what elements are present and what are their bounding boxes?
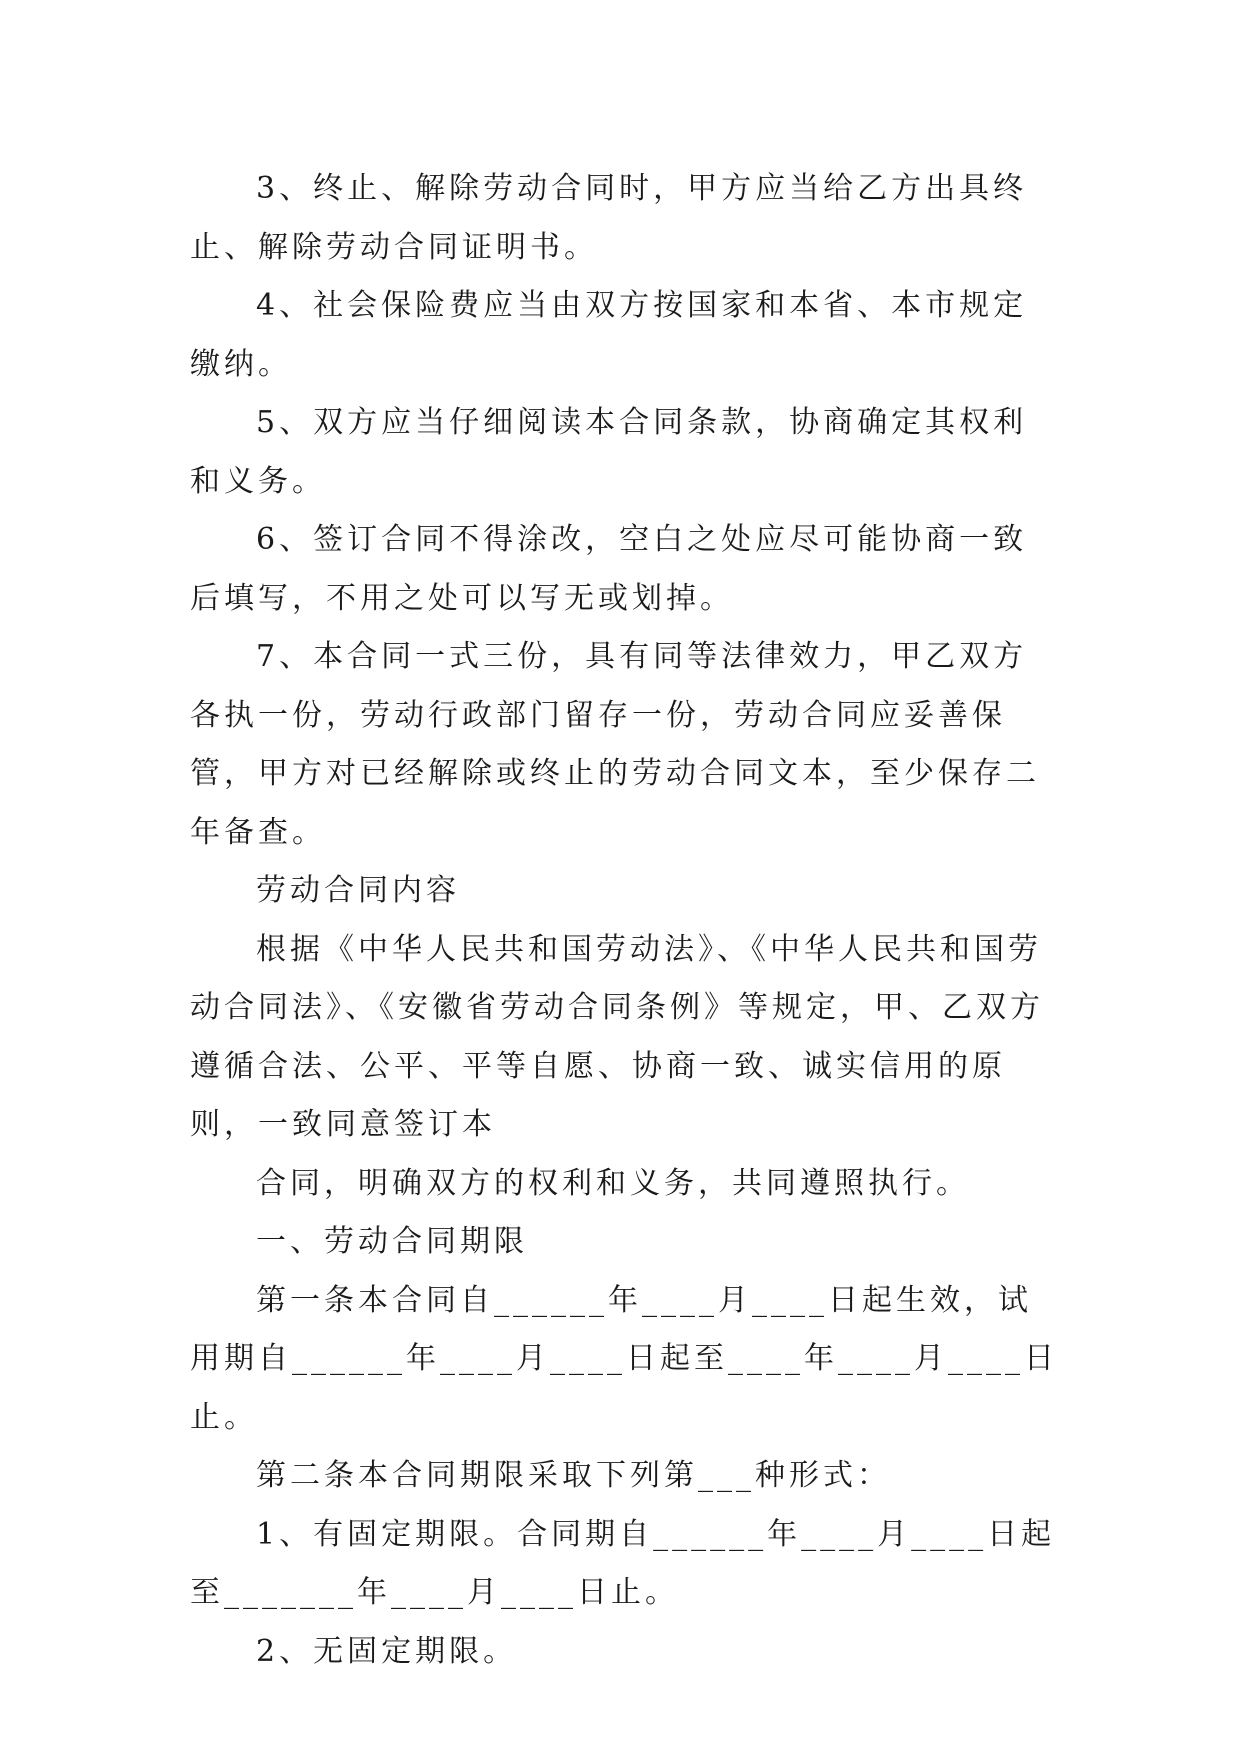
clause-4-social-insurance: 4、社会保险费应当由双方按国家和本省、本市规定缴纳。 (190, 288, 1028, 382)
term-option-open-ended: 2、无固定期限。 (256, 1633, 518, 1669)
article-2-term-form: 第二条本合同期限采取下列第___种形式： (256, 1458, 891, 1493)
document-body (190, 160, 1060, 1681)
clause-3-certificate: 3、终止、解除劳动合同时，甲方应当给乙方出具终止、解除劳动合同证明书。 (190, 171, 1028, 265)
clause-7-copies: 7、本合同一式三份，具有同等法律效力，甲乙双方各执一份，劳动行政部门留存一份，劳动合同应妥善保管，甲方对已经解除或终止的劳动合同文本，至少保存二年备查。 (190, 639, 1040, 850)
preamble-continuation: 合同，明确双方的权利和义务，共同遵照执行。 (256, 1165, 970, 1201)
article-1-effective-date: 第一条本合同自______年____月____日起生效，试用期自______年____月____日起至____年____月____日止。 (190, 1282, 1058, 1435)
term-option-fixed: 1、有固定期限。合同期自______年____月____日起至_______年____月____日止。 (190, 1516, 1056, 1610)
section-heading-contract-content: 劳动合同内容 (256, 873, 460, 908)
section-heading-term: 一、劳动合同期限 (256, 1224, 528, 1259)
clause-6-no-alteration: 6、签订合同不得涂改，空白之处应尽可能协商一致后填写，不用之处可以写无或划掉。 (190, 522, 1028, 616)
clause-5-read-terms: 5、双方应当仔细阅读本合同条款，协商确定其权利和义务。 (190, 405, 1028, 499)
preamble-paragraph: 根据《中华人民共和国劳动法》、《中华人民共和国劳动合同法》、《安徽省劳动合同条例》等规定，甲、乙双方遵循合法、公平、平等自愿、协商一致、诚实信用的原则，一致同意签订本 (190, 931, 1044, 1142)
